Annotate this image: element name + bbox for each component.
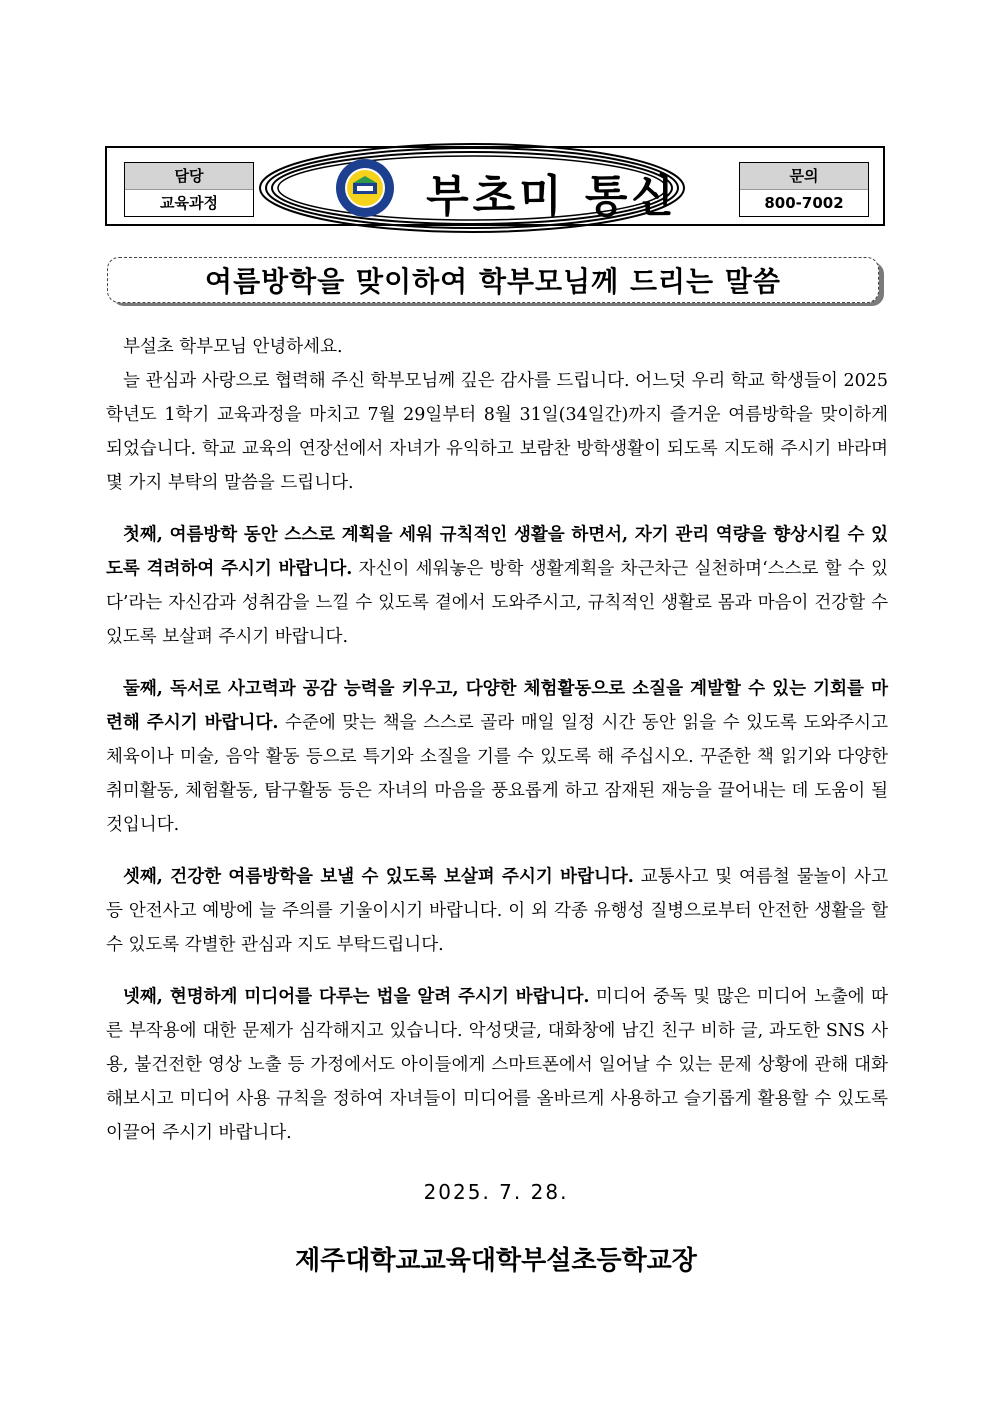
subtitle-banner: [107, 257, 889, 311]
letter-body: [106, 330, 888, 1150]
school-logo-icon: [335, 158, 395, 218]
point-3-text: 교통사고 및 여름철 물놀이 사고 등 안전사고 예방에 늘 주의를 기울이시기 바랍니다. 이 외 각종 유행성 질병으로부터 안전한 생활을 할 수 있도록 각별한 관심과 지도 부탁드립니다.: [106, 867, 888, 955]
point-1-text: 자신이 세워놓은 방학 생활계획을 차근차근 실천하며‘스스로 할 수 있다’라는 자신감과 성취감을 느낄 수 있도록 곁에서 도와주시고, 규칙적인 생활로 몸과 마음이 건강할 수 있도록 보살펴 주시기 바랍니다.: [106, 559, 888, 647]
contact-phone-box: [739, 162, 869, 217]
point-paragraph-3: [106, 860, 888, 962]
point-paragraph-1: [106, 518, 888, 654]
point-paragraph-2: [106, 672, 888, 842]
department-value: 교육과정: [160, 194, 218, 213]
contact-department-box: [124, 162, 254, 217]
greeting-paragraph: 부설초 학부모님 안녕하세요.: [123, 337, 343, 357]
newsletter-title: 부초미 통신: [426, 171, 678, 222]
point-2-text: 수준에 맞는 책을 스스로 골라 매일 일정 시간 동안 읽을 수 있도록 도와주시고 체육이나 미술, 음악 활동 등으로 특기와 소질을 기를 수 있도록 해 주십시오. 꾸준한 책 읽기와 다양한 취미활동, 체험활동, 탐구활동 등은 자녀의 마음을 풍요롭게 하고 잠재된 재능을 끌어내는 데 도움이 될 것입니다.: [106, 713, 888, 835]
letter-date: 2025. 7. 28.: [423, 1180, 569, 1204]
point-4-emphasis: 넷째, 현명하게 미디어를 다루는 법을 알려 주시기 바랍니다.: [123, 987, 590, 1007]
point-1-emphasis: 첫째, 여름방학 동안 스스로 계획을 세워 규칙적인 생활을 하면서, 자기 관리 역량을 향상시킬 수 있도록 격려하여 주시기 바랍니다.: [106, 525, 888, 579]
intro-paragraph: 늘 관심과 사랑으로 협력해 주신 학부모님께 깊은 감사를 드립니다. 어느덧 우리 학교 학생들이 2025학년도 1학기 교육과정을 마치고 7월 29일부터 8월 31일(34일간)까지 즐거운 여름방학을 맞이하게 되었습니다. 학교 교육의 연장선에서 자녀가 유익하고 보람찬 방학생활이 되도록 지도해 주시기 바라며 몇 가지 부탁의 말씀을 드립니다.: [106, 371, 888, 493]
inquiry-phone: 800-7002: [764, 193, 844, 212]
point-3-emphasis: 셋째, 건강한 여름방학을 보낼 수 있도록 보살펴 주시기 바랍니다.: [123, 867, 634, 887]
newsletter-header: [105, 146, 885, 226]
point-4-text: 미디어 중독 및 많은 미디어 노출에 따른 부작용에 대한 문제가 심각해지고 있습니다. 악성댓글, 대화창에 남긴 친구 비하 글, 과도한 SNS 사용, 불건전한 영상 노출 등 가정에서도 아이들에게 스마트폰에서 일어날 수 있는 문제 상황에 관해 대화해보시고 미디어 사용 규칙을 정하여 자녀들이 미디어를 올바르게 사용하고 슬기롭게 활용할 수 있도록 이끌어 주시기 바랍니다.: [106, 987, 888, 1143]
department-label: 담당: [125, 163, 253, 190]
inquiry-label: 문의: [740, 163, 868, 190]
subtitle-text: 여름방학을 맞이하여 학부모님께 드리는 말씀: [107, 257, 879, 303]
principal-signature: 제주대학교교육대학부설초등학교장: [295, 1246, 697, 1276]
point-paragraph-4: [106, 980, 888, 1150]
point-2-emphasis: 둘째, 독서로 사고력과 공감 능력을 키우고, 다양한 체험활동으로 소질을 계발할 수 있는 기회를 마련해 주시기 바랍니다.: [106, 679, 888, 733]
